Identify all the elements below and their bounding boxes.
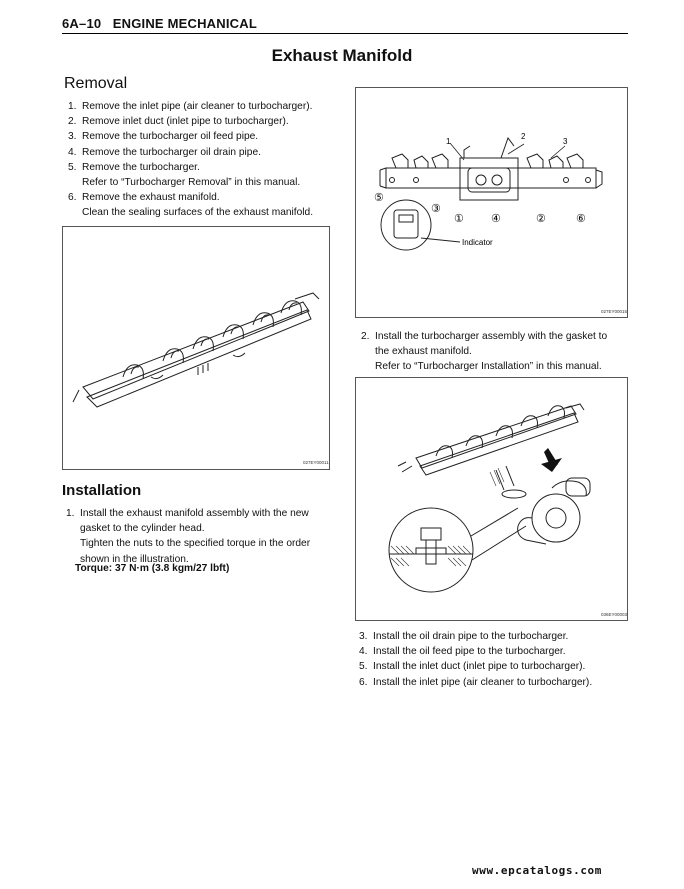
list-item: 4. Remove the turbocharger oil drain pipe. — [68, 146, 261, 158]
installation-steps — [66, 506, 346, 567]
manifold-illustration — [63, 227, 329, 469]
installation-heading: Installation — [62, 482, 142, 499]
callout-2: 2 — [521, 132, 526, 141]
section-number: 6A–10 — [62, 16, 102, 31]
header-rule — [62, 33, 628, 34]
list-item: 1. Remove the inlet pipe (air cleaner to turbocharger). — [68, 101, 313, 112]
list-item: 3. Install the oil drain pipe to the turbocharger. — [359, 631, 569, 642]
page-title: Exhaust Manifold — [271, 46, 413, 65]
torque-spec: Torque: 37 N·m (3.8 kgm/27 lbft) — [75, 563, 230, 574]
callout-3: 3 — [563, 137, 568, 146]
list-item: 2. Remove inlet duct (inlet pipe to turbocharger). — [68, 116, 289, 128]
order-6: ⑥ — [576, 213, 586, 225]
list-item: 2. Install the turbocharger assembly with the gasket to the exhaust manifold. Refer to “Turbocharger Installation” in this manual. — [361, 331, 608, 373]
figure-exhaust-manifold — [62, 226, 330, 470]
list-item: 6. Install the inlet pipe (air cleaner to turbocharger). — [359, 676, 593, 688]
order-2: ② — [536, 213, 546, 225]
list-item: 4. Install the oil feed pipe to the turbocharger. — [359, 646, 566, 658]
install-steps-3-6 — [359, 629, 639, 690]
removal-heading: Removal — [64, 75, 128, 92]
figure-code: 036EY00003 — [601, 612, 628, 617]
list-item: Tighten the nuts to the specified torque in the order shown in the illustration. — [80, 538, 311, 565]
indicator-label: Indicator — [462, 238, 493, 247]
order-3: ③ — [431, 203, 441, 215]
list-item: 3. Remove the turbocharger oil feed pipe. — [68, 131, 259, 143]
list-item: 1. Install the exhaust manifold assembly with the new gasket to the cylinder head. — [66, 508, 309, 535]
turbocharger-illustration — [356, 378, 627, 620]
install-step-2 — [361, 329, 631, 375]
watermark: www.epcatalogs.com — [472, 864, 603, 877]
figure-code: 027EY00015 — [601, 309, 628, 314]
order-4: ④ — [491, 213, 501, 225]
order-5: ⑤ — [374, 192, 384, 204]
removal-steps — [68, 99, 348, 221]
callout-1: 1 — [446, 137, 451, 146]
figure-turbocharger-install — [355, 377, 628, 621]
order-1: ① — [454, 213, 464, 225]
figure-code: 027EY00011 — [303, 460, 329, 465]
list-item: 5. Remove the turbocharger. Refer to “Turbocharger Removal” in this manual. — [68, 161, 301, 189]
figure-tightening-order — [355, 87, 628, 318]
chapter-name: ENGINE MECHANICAL — [112, 16, 257, 31]
page-header — [62, 16, 257, 31]
list-item: 6. Remove the exhaust manifold. Clean the sealing surfaces of the exhaust manifold. — [68, 192, 314, 219]
tightening-order-illustration — [356, 88, 627, 317]
list-item: 5. Install the inlet duct (inlet pipe to turbocharger). — [359, 661, 586, 673]
